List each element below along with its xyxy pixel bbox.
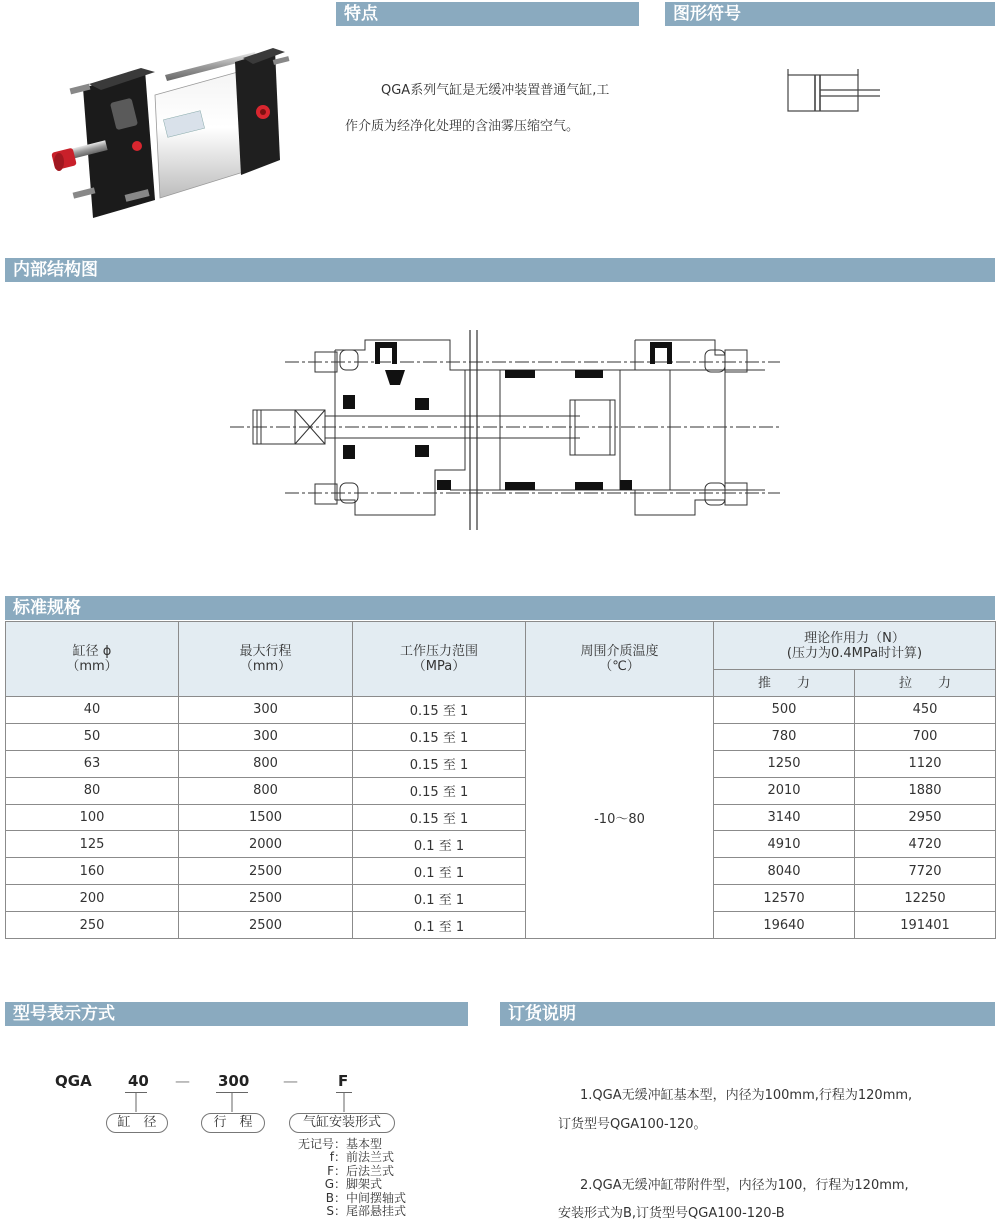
cell-pressure: 0.15 至 1 xyxy=(353,750,526,777)
cell-stroke: 1500 xyxy=(179,804,353,831)
model-stroke-code: 300 xyxy=(218,1072,250,1090)
cell-pressure: 0.1 至 1 xyxy=(353,831,526,858)
cell-bore: 50 xyxy=(6,723,179,750)
model-mount-code: F xyxy=(338,1072,349,1090)
cell-push: 4910 xyxy=(714,831,855,858)
order-note-1-line-2: 订货型号QGA100-120。 xyxy=(558,1117,707,1132)
cell-bore: 250 xyxy=(6,912,179,939)
mount-option: S： 尾部悬挂式 xyxy=(326,1204,407,1219)
cell-push: 12570 xyxy=(714,885,855,912)
order-note-2-line-2: 安装形式为B,订货型号QGA100-120-B xyxy=(558,1206,785,1221)
col-header-stroke: 最大行程 （mm） xyxy=(179,622,353,697)
section-title-structure: 内部结构图 xyxy=(5,258,995,282)
col-header-bore: 缸径 ϕ （mm） xyxy=(6,622,179,697)
cell-pressure: 0.15 至 1 xyxy=(353,697,526,724)
cell-push: 2010 xyxy=(714,777,855,804)
cell-stroke: 2500 xyxy=(179,858,353,885)
mount-type-label: 气缸安装形式 xyxy=(289,1113,395,1133)
cell-push: 3140 xyxy=(714,804,855,831)
section-title-symbol: 图形符号 xyxy=(665,2,995,26)
model-dash-1: — xyxy=(175,1072,190,1090)
cell-pull: 7720 xyxy=(855,858,996,885)
cell-pressure: 0.1 至 1 xyxy=(353,885,526,912)
section-title-spec: 标准规格 xyxy=(5,596,995,620)
table-row xyxy=(6,885,996,912)
cell-pressure: 0.15 至 1 xyxy=(353,777,526,804)
features-description xyxy=(345,73,645,145)
cell-stroke: 800 xyxy=(179,750,353,777)
table-row xyxy=(6,777,996,804)
cell-bore: 40 xyxy=(6,697,179,724)
section-title-features: 特点 xyxy=(336,2,639,26)
col-header-pull: 拉 力 xyxy=(855,670,996,697)
cell-push: 8040 xyxy=(714,858,855,885)
cell-bore: 63 xyxy=(6,750,179,777)
cell-bore: 160 xyxy=(6,858,179,885)
model-prefix: QGA xyxy=(55,1072,92,1090)
cell-pull: 1120 xyxy=(855,750,996,777)
mount-option: B： 中间摆轴式 xyxy=(325,1190,407,1205)
cell-pull: 2950 xyxy=(855,804,996,831)
model-bore-code: 40 xyxy=(128,1072,149,1090)
internal-structure-drawing xyxy=(225,330,785,530)
cell-push: 780 xyxy=(714,723,855,750)
table-row xyxy=(6,831,996,858)
cell-push: 500 xyxy=(714,697,855,724)
table-row xyxy=(6,750,996,777)
bore-label: 缸 径 xyxy=(106,1113,168,1133)
table-row xyxy=(6,697,996,724)
table-row xyxy=(6,804,996,831)
cell-pull: 4720 xyxy=(855,831,996,858)
cell-stroke: 800 xyxy=(179,777,353,804)
mount-options-list xyxy=(296,1138,406,1218)
cell-pull: 1880 xyxy=(855,777,996,804)
cell-push: 1250 xyxy=(714,750,855,777)
cell-bore: 100 xyxy=(6,804,179,831)
mount-option: G： 脚架式 xyxy=(324,1177,383,1192)
table-row xyxy=(6,723,996,750)
section-title-model: 型号表示方式 xyxy=(5,1002,468,1026)
cell-pressure: 0.15 至 1 xyxy=(353,804,526,831)
cylinder-graphic-symbol xyxy=(780,65,890,120)
cell-pressure: 0.15 至 1 xyxy=(353,723,526,750)
stroke-label: 行 程 xyxy=(201,1113,265,1133)
cell-bore: 200 xyxy=(6,885,179,912)
section-title-order: 订货说明 xyxy=(500,1002,995,1026)
cell-stroke: 300 xyxy=(179,697,353,724)
col-header-push: 推 力 xyxy=(714,670,855,697)
mount-option: F： 后法兰式 xyxy=(327,1163,395,1178)
cell-pull: 191401 xyxy=(855,912,996,939)
order-note-1-line-1: 1.QGA无缓冲缸基本型，内径为100mm,行程为120mm, xyxy=(580,1088,913,1103)
cell-pull: 450 xyxy=(855,697,996,724)
spec-table xyxy=(5,621,996,939)
cell-pull: 12250 xyxy=(855,885,996,912)
table-row xyxy=(6,858,996,885)
features-line-2: 作介质为经净化处理的含油雾压缩空气。 xyxy=(345,119,580,134)
cell-pressure: 0.1 至 1 xyxy=(353,858,526,885)
cell-bore: 80 xyxy=(6,777,179,804)
cell-bore: 125 xyxy=(6,831,179,858)
cell-stroke: 2500 xyxy=(179,885,353,912)
order-note-2-line-1: 2.QGA无缓冲缸带附件型，内径为100，行程为120mm, xyxy=(580,1178,909,1193)
cell-stroke: 2500 xyxy=(179,912,353,939)
cell-push: 19640 xyxy=(714,912,855,939)
cell-pressure: 0.1 至 1 xyxy=(353,912,526,939)
col-header-force: 理论作用力（N） (压力为0.4MPa时计算) xyxy=(714,622,996,670)
features-line-1: QGA系列气缸是无缓冲装置普通气缸,工 xyxy=(381,83,610,98)
model-dash-2: — xyxy=(283,1072,298,1090)
table-row xyxy=(6,912,996,939)
mount-option: f： 前法兰式 xyxy=(329,1150,395,1165)
cell-stroke: 2000 xyxy=(179,831,353,858)
cell-temperature: -10～80 xyxy=(526,697,714,939)
cylinder-product-image xyxy=(45,40,295,225)
cell-pull: 700 xyxy=(855,723,996,750)
col-header-temperature: 周围介质温度 （℃） xyxy=(526,622,714,697)
col-header-pressure: 工作压力范围 （MPa） xyxy=(353,622,526,697)
mount-option: 无记号： 基本型 xyxy=(297,1137,383,1151)
cell-stroke: 300 xyxy=(179,723,353,750)
